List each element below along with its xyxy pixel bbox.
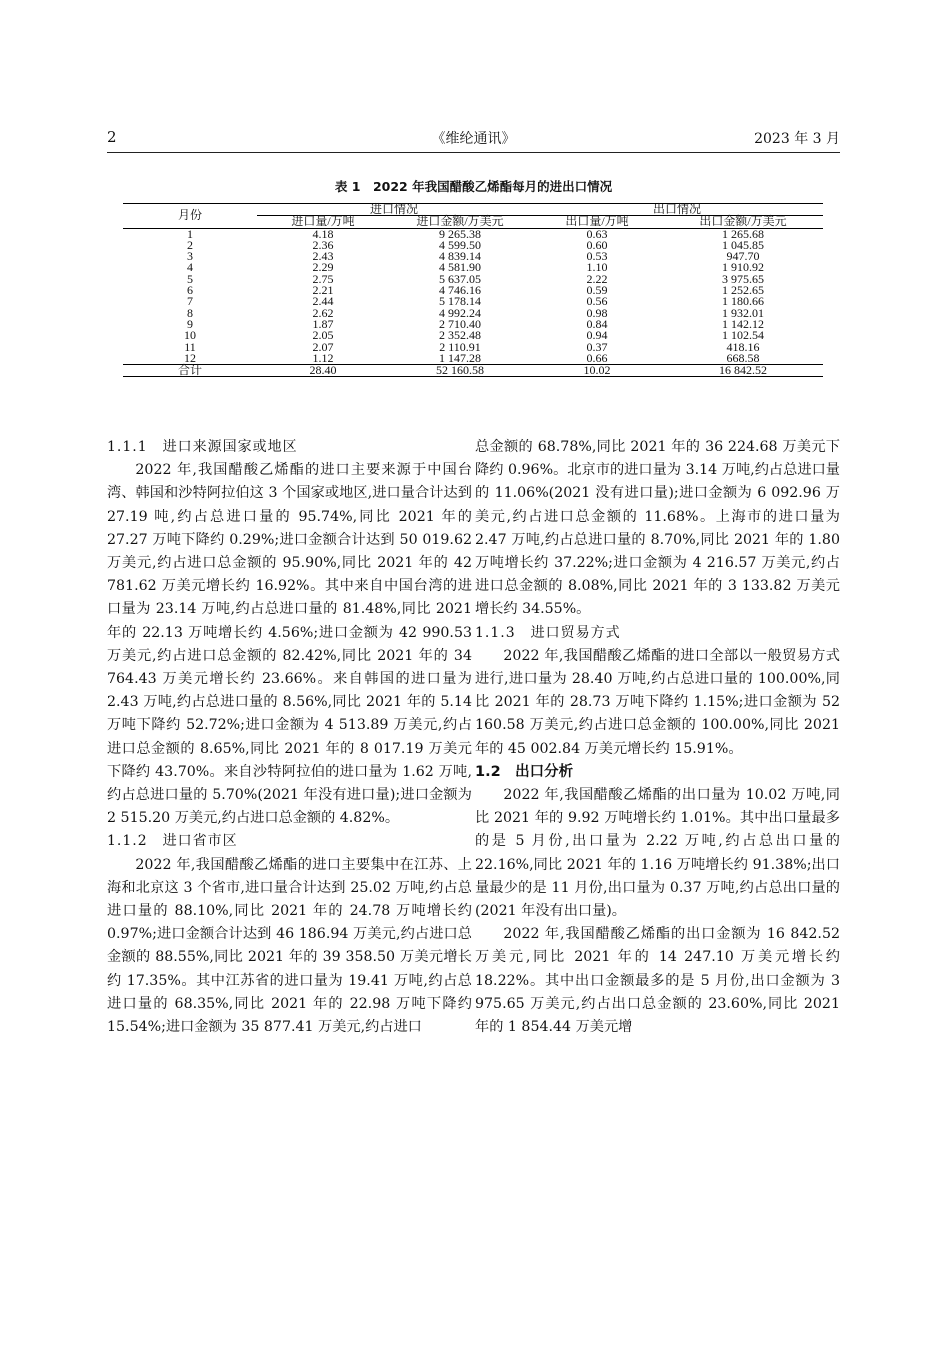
col-header-month: 月份 [123, 204, 257, 229]
table-cell: 668.58 [726, 350, 760, 365]
table-cell: 10.02 [531, 365, 663, 377]
table-cell: 2 [187, 237, 193, 252]
table-cell: 2.44 [312, 294, 334, 309]
table-cell: 2 710.40 [439, 316, 481, 331]
table-cell: 2.62 [312, 305, 334, 320]
col-header: 进口量/万吨 [257, 216, 389, 228]
table-caption: 表 1 2022 年我国醋酸乙烯酯每月的进出口情况 [334, 179, 613, 194]
header-rule [107, 152, 840, 153]
table-cell: 5 [187, 271, 193, 286]
group-header-import: 进口情况 [257, 204, 531, 216]
paragraph: 2022 年,我国醋酸乙烯酯的进口主要集中在江苏、上海和北京这 3 个省市,进口量合计达到 25.02 万吨,约占总进口量的 88.10%,同比 2021 年的 24.78 万吨增长约 0.97%;进口金额合计达到 46 186.94 万美元,约占进口总金额的 88.55%,同比 2021 年的 39 358.50 万美元增长约 17.35%。其中江苏省的进口量为 19.41 万吨,约占总进口量的 68.35%,同比 2021 年的 22.98 万吨下降约 15.54%;进口金额为 35 877.41 万美元,约占进口 [107, 856, 472, 1036]
table-cell: 10 [184, 328, 196, 343]
table-cell: 2.21 [312, 283, 334, 298]
table-cell: 1 932.01 [722, 305, 764, 320]
table-cell: 0.59 [586, 283, 608, 298]
table-cell: 5 178.14 [439, 294, 481, 309]
table-cell: 9 265.38 [439, 226, 481, 241]
running-header [107, 128, 840, 150]
table-cell: 0.66 [586, 350, 608, 365]
table-cell: 2.43 [312, 249, 334, 264]
table-cell: 11 [184, 339, 196, 354]
paragraph-continued: 总金额的 68.78%,同比 2021 年的 36 224.68 万美元下降约 0.96%。北京市的进口量为 3.14 万吨,约占总进口量的 11.06%(2021 没有进口量);进口金额为 6 092.96 万美元,约占进口总金额的 11.68%。上海市的进口量为 2.47 万吨,约占总进口量的 8.70%,同比 2021 年的 1.80 万吨增长约 37.22%;进口金额为 4 216.57 万美元,约占进口总金额的 8.08%,同比 2021 年的 3 133.82 万美元增长约 34.55%。 [475, 439, 840, 618]
table-cell: 418.16 [726, 339, 760, 354]
table-cell: 16 842.52 [663, 365, 823, 377]
page-number: 2 [107, 128, 117, 146]
table-cell: 8 [187, 305, 193, 320]
paragraph: 2022 年,我国醋酸乙烯酯的进口主要来源于中国台湾、韩国和沙特阿拉伯这 3 个国家或地区,进口量合计达到 27.19 吨,约占总进口量的 95.74%,同比 2021 年的 27.27 万吨下降约 0.29%;进口金额合计达到 50 019.62 万美元,约占进口总金额的 95.90%,同比 2021 年的 42 781.62 万美元增长约 16.92%。其中来自中国台湾的进口量为 23.14 万吨,约占总进口量的 81.48%,同比 2021 年的 22.13 万吨增长约 4.56%;进口金额为 42 990.53 万美元,约占进口总金额的 82.42%,同比 2021 年的 34 764.43 万美元增长约 23.66%。来自韩国的进口量为 2.43 万吨,约占总进口量的 8.56%,同比 2021 年的 5.14 万吨下降约 52.72%;进口金额为 4 513.89 万美元,约占进口总金额的 8.65%,同比 2021 年的 8 017.19 万美元下降约 43.70%。来自沙特阿拉伯的进口量为 1.62 万吨,约占总进口量的 5.70%(2021 年没有进口量);进口金额为 2 515.20 万美元,约占进口总金额的 4.82%。 [107, 462, 472, 827]
issue-date: 2023 年 3 月 [754, 131, 840, 147]
paragraph: 2022 年,我国醋酸乙烯酯的出口量为 10.02 万吨,同比 2021 年的 9.92 万吨增长约 1.01%。其中出口量最多的是 5 月份,出口量为 2.22 万吨,约占总出口量的 22.16%,同比 2021 年的 1.16 万吨增长约 91.38%;出口量最少的是 11 月份,出口量为 0.37 万吨,约占总出口量的(2021 年没有出口量)。 [475, 787, 840, 920]
table-total-row [123, 365, 823, 377]
table-cell: 4 839.14 [439, 249, 481, 264]
table-cell: 4.18 [312, 226, 334, 241]
table-cell: 2.29 [312, 260, 334, 275]
table-cell: 1 [187, 226, 193, 241]
col-header: 进口金额/万美元 [389, 216, 531, 228]
table-cell: 12 [184, 350, 196, 365]
table-cell: 9 [187, 316, 193, 331]
table-cell: 2 110.91 [439, 339, 481, 354]
table-cell: 0.98 [586, 305, 608, 320]
left-column [107, 436, 472, 1039]
table-cell: 4 [187, 260, 193, 275]
table-cell: 0.56 [586, 294, 608, 309]
section-heading-1-1-1: 1.1.1 进口来源国家或地区 [107, 439, 298, 455]
table-cell: 28.40 [257, 365, 389, 377]
table-cell: 1 045.85 [722, 237, 764, 252]
table-cell: 2 352.48 [439, 328, 481, 343]
table-cell: 1 265.68 [722, 226, 764, 241]
table-cell: 0.84 [586, 316, 608, 331]
table-cell: 1.87 [312, 316, 334, 331]
table-cell: 1 180.66 [722, 294, 764, 309]
table-cell: 3 975.65 [722, 271, 764, 286]
table-cell: 5 637.05 [439, 271, 481, 286]
paragraph: 2022 年,我国醋酸乙烯酯的进口全部以一般贸易方式进行,进口量为 28.40 万吨,约占总进口量的 100.00%,同比 2021 年的 28.73 万吨下降约 1.15%;进口金额为 52 160.58 万美元,约占进口总金额的 100.00%,同比 2021 年的 45 002.84 万美元增长约 15.91%。 [475, 647, 840, 757]
table-cell: 1 910.92 [722, 260, 764, 275]
table-cell: 947.70 [726, 249, 760, 264]
section-heading-1-1-3: 1.1.3 进口贸易方式 [475, 624, 621, 641]
paragraph: 2022 年,我国醋酸乙烯酯的出口金额为 16 842.52 万美元,同比 2021 年的 14 247.10 万美元增长约 18.22%。其中出口金额最多的是 5 月份,出口金额为 3 975.65 万美元,约占出口总金额的 23.60%,同比 2021 年的 1 854.44 万美元增 [475, 926, 840, 1036]
table-cell: 0.37 [586, 339, 608, 354]
table-cell: 2.07 [312, 339, 334, 354]
table-cell: 52 160.58 [389, 365, 531, 377]
table-cell: 4 599.50 [439, 237, 481, 252]
section-heading-1-2: 1.2 出口分析 [475, 763, 574, 780]
table-cell: 0.63 [586, 226, 608, 241]
table-cell: 4 746.16 [439, 283, 481, 298]
table-cell: 0.53 [586, 249, 608, 264]
import-export-table [123, 203, 823, 377]
table-cell: 0.60 [586, 237, 608, 252]
table-cell: 0.94 [586, 328, 608, 343]
section-heading-1-1-2: 1.1.2 进口省市区 [107, 833, 238, 850]
table-cell: 1 102.54 [722, 328, 764, 343]
group-header-export: 出口情况 [531, 204, 823, 216]
table-cell: 1 142.12 [722, 316, 764, 331]
col-header: 出口金额/万美元 [663, 216, 823, 228]
col-header: 出口量/万吨 [531, 216, 663, 228]
table-cell: 1 147.28 [439, 350, 481, 365]
journal-title: 《维纶通讯》 [431, 131, 516, 147]
table-cell: 合计 [123, 365, 257, 377]
table-cell: 2.75 [312, 271, 334, 286]
table-cell: 7 [187, 294, 193, 309]
table-cell: 2.22 [586, 271, 608, 286]
table-cell: 4 992.24 [439, 305, 481, 320]
table-cell: 6 [187, 283, 193, 298]
table-cell: 1 252.65 [722, 283, 764, 298]
table-cell: 3 [187, 249, 193, 264]
table-cell: 1.12 [312, 350, 334, 365]
table-cell: 1.10 [586, 260, 608, 275]
right-column [475, 436, 840, 1039]
table-cell: 4 581.90 [439, 260, 481, 275]
table-cell: 2.36 [312, 237, 334, 252]
table-cell: 2.05 [312, 328, 334, 343]
